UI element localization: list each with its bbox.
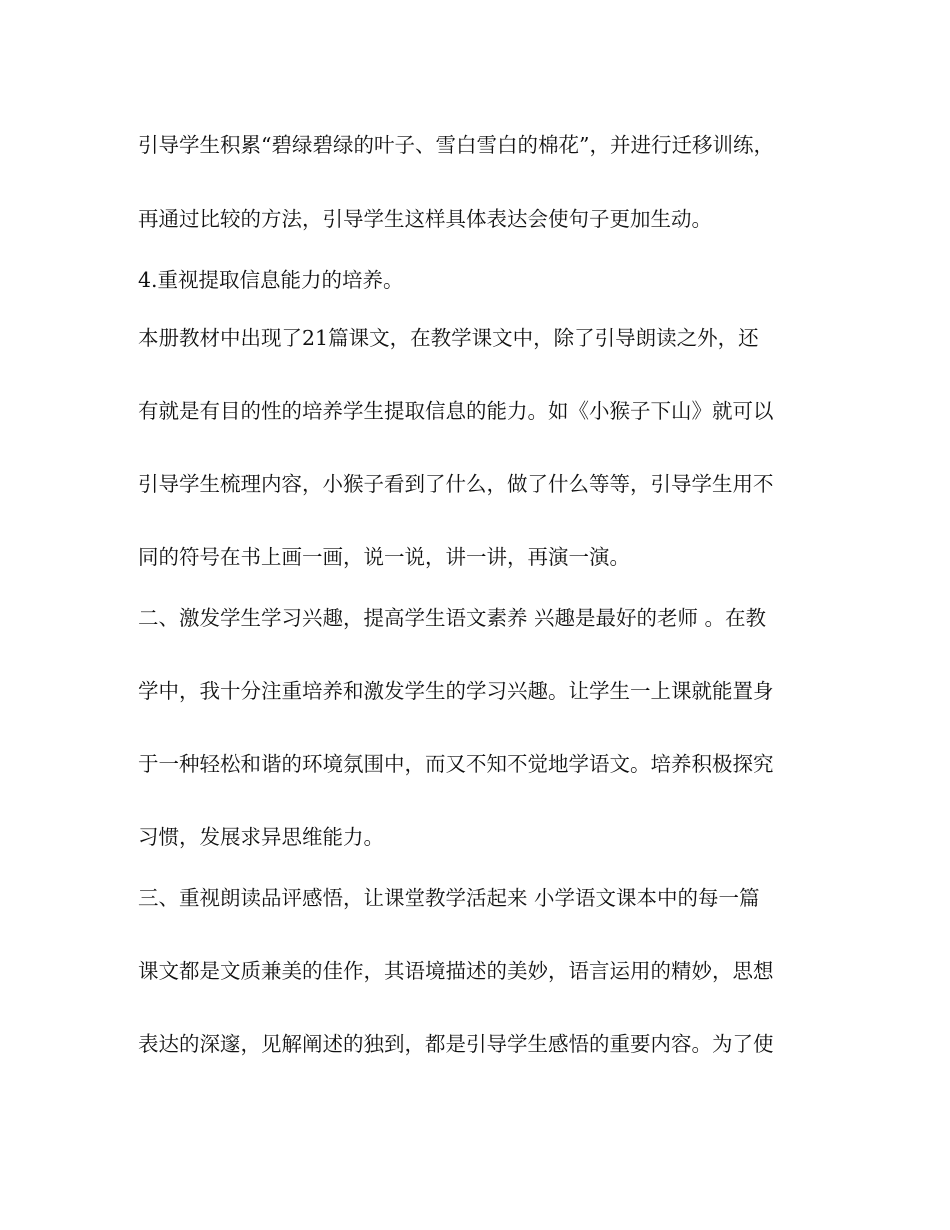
text-line: 表达的深邃，见解阐述的独到，都是引导学生感悟的重要内容。为了使 [138,1032,774,1056]
text-line: 引导学生积累“碧绿碧绿的叶子、雪白雪白的棉花”，并进行迁移训练， [138,133,774,157]
text-line: 有就是有目的性的培养学生提取信息的能力。如《小猴子下山》就可以 [138,399,774,423]
text-line: 学中，我十分注重培养和激发学生的学习兴趣。让学生一上课就能置身 [138,679,774,703]
text-line: 三、重视朗读品评感悟，让课堂教学活起来 小学语文课本中的每一篇 [138,886,760,910]
text-line: 于一种轻松和谐的环境氛围中，而又不知不觉地学语文。培养积极探究 [138,752,774,776]
text-line: 引导学生梳理内容，小猴子看到了什么，做了什么等等，引导学生用不 [138,472,774,496]
text-line: 课文都是文质兼美的佳作，其语境描述的美妙，语言运用的精妙，思想 [138,959,774,983]
text-line: 4.重视提取信息能力的培养。 [138,268,404,292]
text-line: 习惯，发展求异思维能力。 [138,825,384,849]
text-line: 二、激发学生学习兴趣，提高学生语文素养 兴趣是最好的老师 。在教 [138,606,767,630]
text-line: 再通过比较的方法，引导学生这样具体表达会使句子更加生动。 [138,207,712,231]
text-line: 本册教材中出现了21篇课文，在教学课文中，除了引导朗读之外，还 [138,326,759,350]
text-line: 同的符号在书上画一画，说一说，讲一讲，再演一演。 [138,545,630,569]
